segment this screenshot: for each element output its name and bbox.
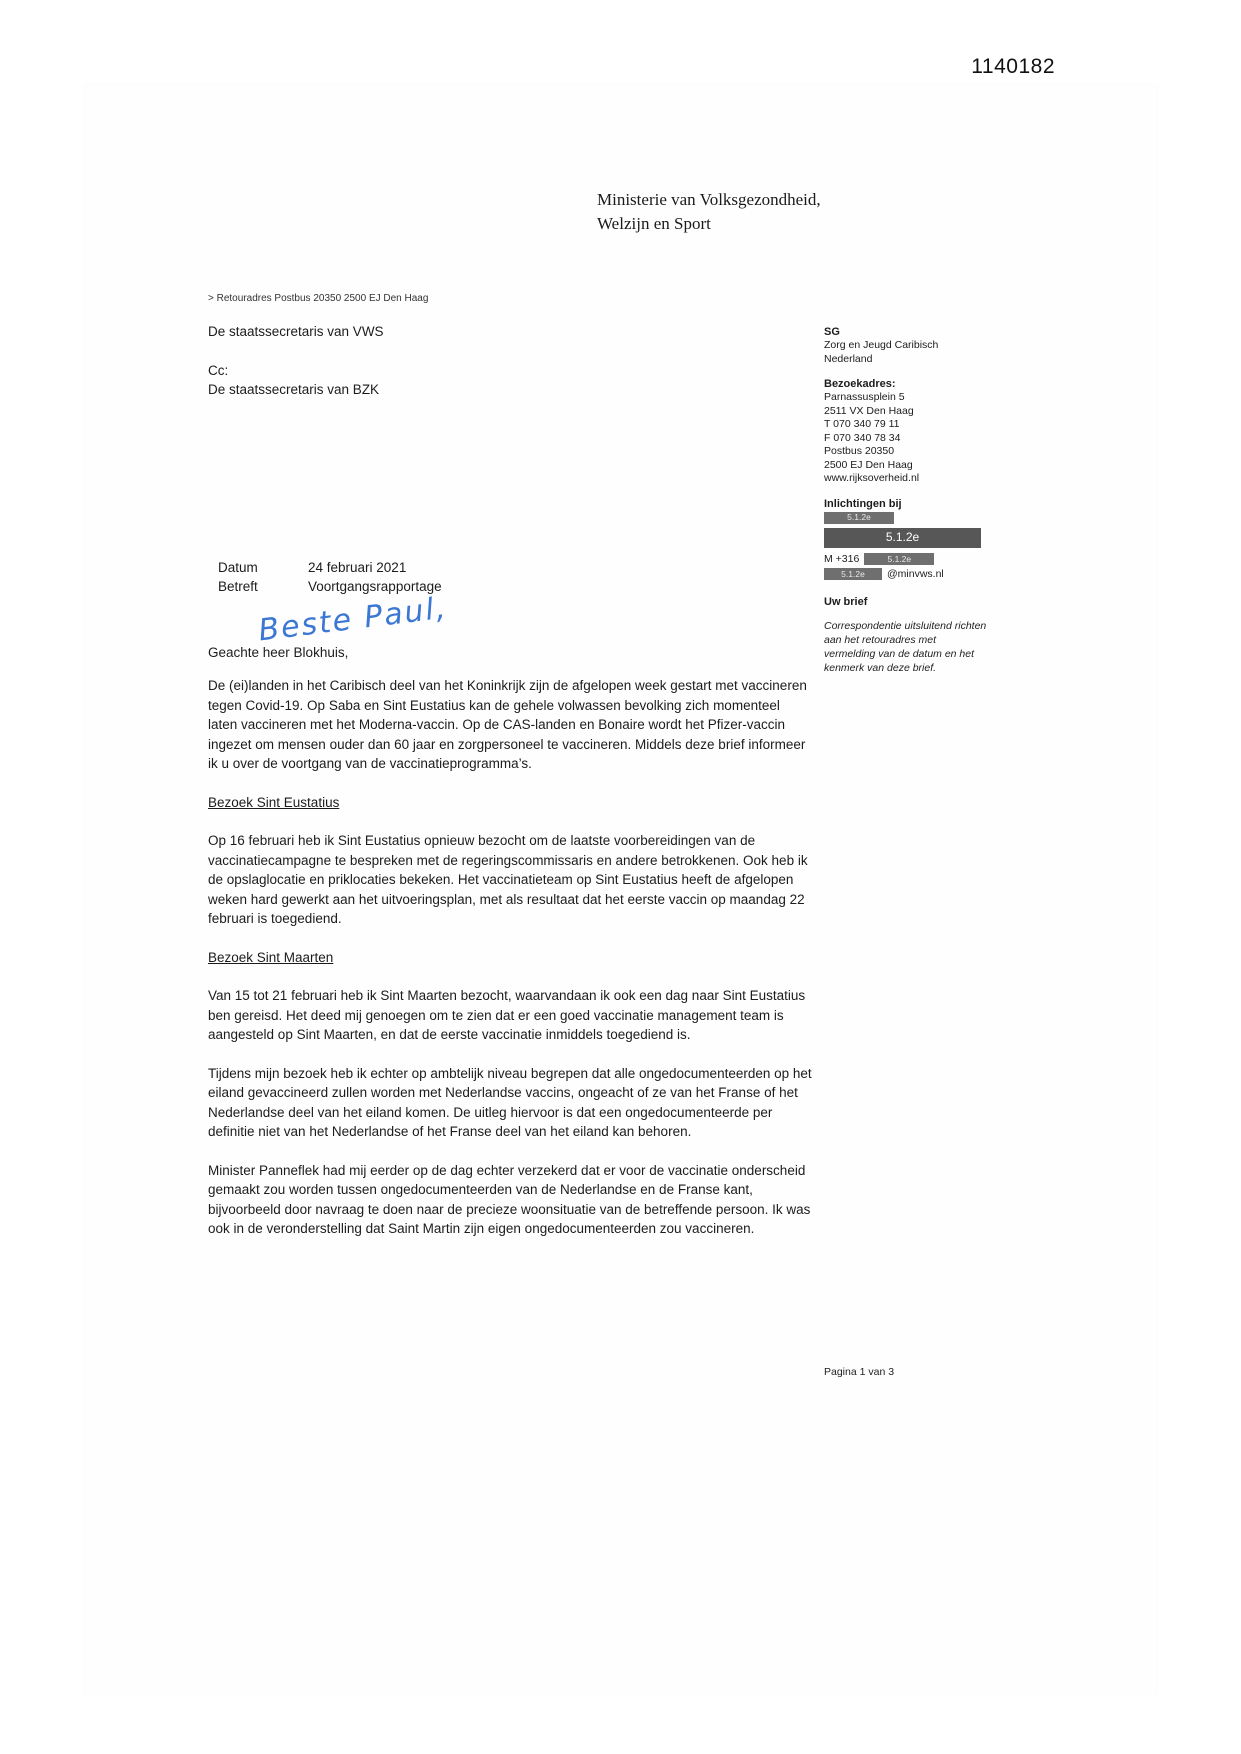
handwritten-note: Beste Paul,: [256, 590, 450, 649]
sidebar-org-sub1: Zorg en Jeugd Caribisch: [824, 339, 939, 351]
addressee: De staatssecretaris van VWS: [208, 324, 384, 339]
datum-value: 24 februari 2021: [308, 560, 407, 575]
body-paragraph: Van 15 tot 21 februari heb ik Sint Maarten bezocht, waarvandaan ik ook een dag naar Sint Eustatius ben gereisd. Het deed mij genoegen om te zien dat er een goed vaccinatie management team is aangesteld op Sint Maarten, en dat de eerste vaccinatie inmiddels toegediend is.: [208, 988, 806, 1042]
email-suffix: @minvws.nl: [887, 567, 944, 580]
redaction-bar-small: 5.1.2e: [824, 512, 894, 524]
bezoekadres-label: Bezoekadres:: [824, 378, 896, 390]
section-heading: Bezoek Sint Maarten: [208, 949, 334, 965]
inlichtingen-label: Inlichtingen bij: [824, 497, 902, 510]
address-line: Parnassusplein 5: [824, 391, 905, 403]
uw-brief-label: Uw brief: [824, 595, 868, 608]
sidebar-org-sub2: Nederland: [824, 352, 873, 365]
body-paragraph: Op 16 februari heb ik Sint Eustatius opnieuw bezocht om de laatste voorbereidingen van de vaccinatiecampagne te bespreken met de regeringscommissaris en andere betrokkenen. Ook heb ik de opslaglocatie en priklocaties bekeken. Het vaccinatieteam op Sint Eustatius heeft de afgelopen weken hard gewerkt aan het uitvoeringsplan, met als resultaat dat het eerste vaccin op maandag 22 februari is toegediend.: [208, 833, 808, 926]
letter-meta: [218, 558, 442, 596]
redaction-bar-large: 5.1.2e: [824, 528, 981, 548]
ministry-header: [597, 188, 821, 236]
sidebar: [824, 326, 990, 675]
redaction-bar-phone: 5.1.2e: [864, 553, 934, 565]
letter-body: [208, 676, 812, 1258]
address-line: 2500 EJ Den Haag: [824, 458, 913, 471]
correspondence-note: Correspondentie uitsluitend richten aan het retouradres met vermelding van de datum en het kenmerk van deze brief.: [824, 619, 987, 674]
salutation: Geachte heer Blokhuis,: [208, 645, 349, 660]
betreft-label: Betreft: [218, 579, 258, 594]
address-line: Postbus 20350: [824, 445, 895, 457]
address-line: T 070 340 79 11: [824, 418, 900, 430]
address-line: F 070 340 78 34: [824, 431, 901, 444]
address-lines: [824, 391, 990, 486]
datum-label: Datum: [218, 560, 258, 575]
ministry-line-1: Ministerie van Volksgezondheid,: [597, 190, 821, 209]
address-line: www.rijksoverheid.nl: [824, 472, 920, 484]
body-paragraph: De (ei)landen in het Caribisch deel van het Koninkrijk zijn de afgelopen week gestart met vaccineren tegen Covid-19. Op Saba en Sint Eustatius kan de gehele volwassen bevolking zich momenteel laten vaccineren met het Moderna-vaccin. Op de CAS-landen en Bonaire wordt het Pfizer-vaccin ingezet om mensen ouder dan 60 jaar en zorgpersoneel te vaccineren. Middels deze brief informeer ik u over de voortgang van de vaccinatieprogramma’s.: [208, 678, 807, 771]
betreft-value: Voortgangsrapportage: [308, 579, 442, 594]
ministry-line-2: Welzijn en Sport: [597, 214, 711, 233]
body-paragraph: Minister Panneflek had mij eerder op de dag echter verzekerd dat er voor de vaccinatie onderscheid gemaakt zou worden tussen ongedocumenteerden van de Nederlandse en de Franse kant, bijvoorbeeld door navraag te doen naar de precieze woonsituatie van de betreffende persoon. Ik was ook in de veronderstelling dat Saint Martin zijn eigen ongedocumenteerden zou vaccineren.: [208, 1162, 811, 1236]
cc-label: Cc:: [208, 363, 229, 378]
document-number: 1140182: [971, 55, 1055, 78]
body-paragraph: Tijdens mijn bezoek heb ik echter op ambtelijk niveau begrepen dat alle ongedocumenteerden op het eiland gevaccineerd zullen worden met Nederlandse vaccins, ongeacht of ze van het Franse of het Nederlandse deel van het eiland komen. De uitleg hiervoor is dat een ongedocumenteerde per definitie niet van het Nederlandse of het Franse deel van het eiland kan behoren.: [208, 1065, 812, 1139]
cc-addressee: De staatssecretaris van BZK: [208, 382, 380, 397]
address-line: 2511 VX Den Haag: [824, 404, 914, 417]
redaction-bar-email: 5.1.2e: [824, 568, 882, 580]
page-number: Pagina 1 van 3: [824, 1366, 895, 1378]
mobile-prefix: M +316: [824, 552, 860, 565]
sidebar-org: SG: [824, 326, 840, 338]
return-address: > Retouradres Postbus 20350 2500 EJ Den Haag: [208, 293, 429, 304]
section-heading: Bezoek Sint Eustatius: [208, 794, 340, 810]
